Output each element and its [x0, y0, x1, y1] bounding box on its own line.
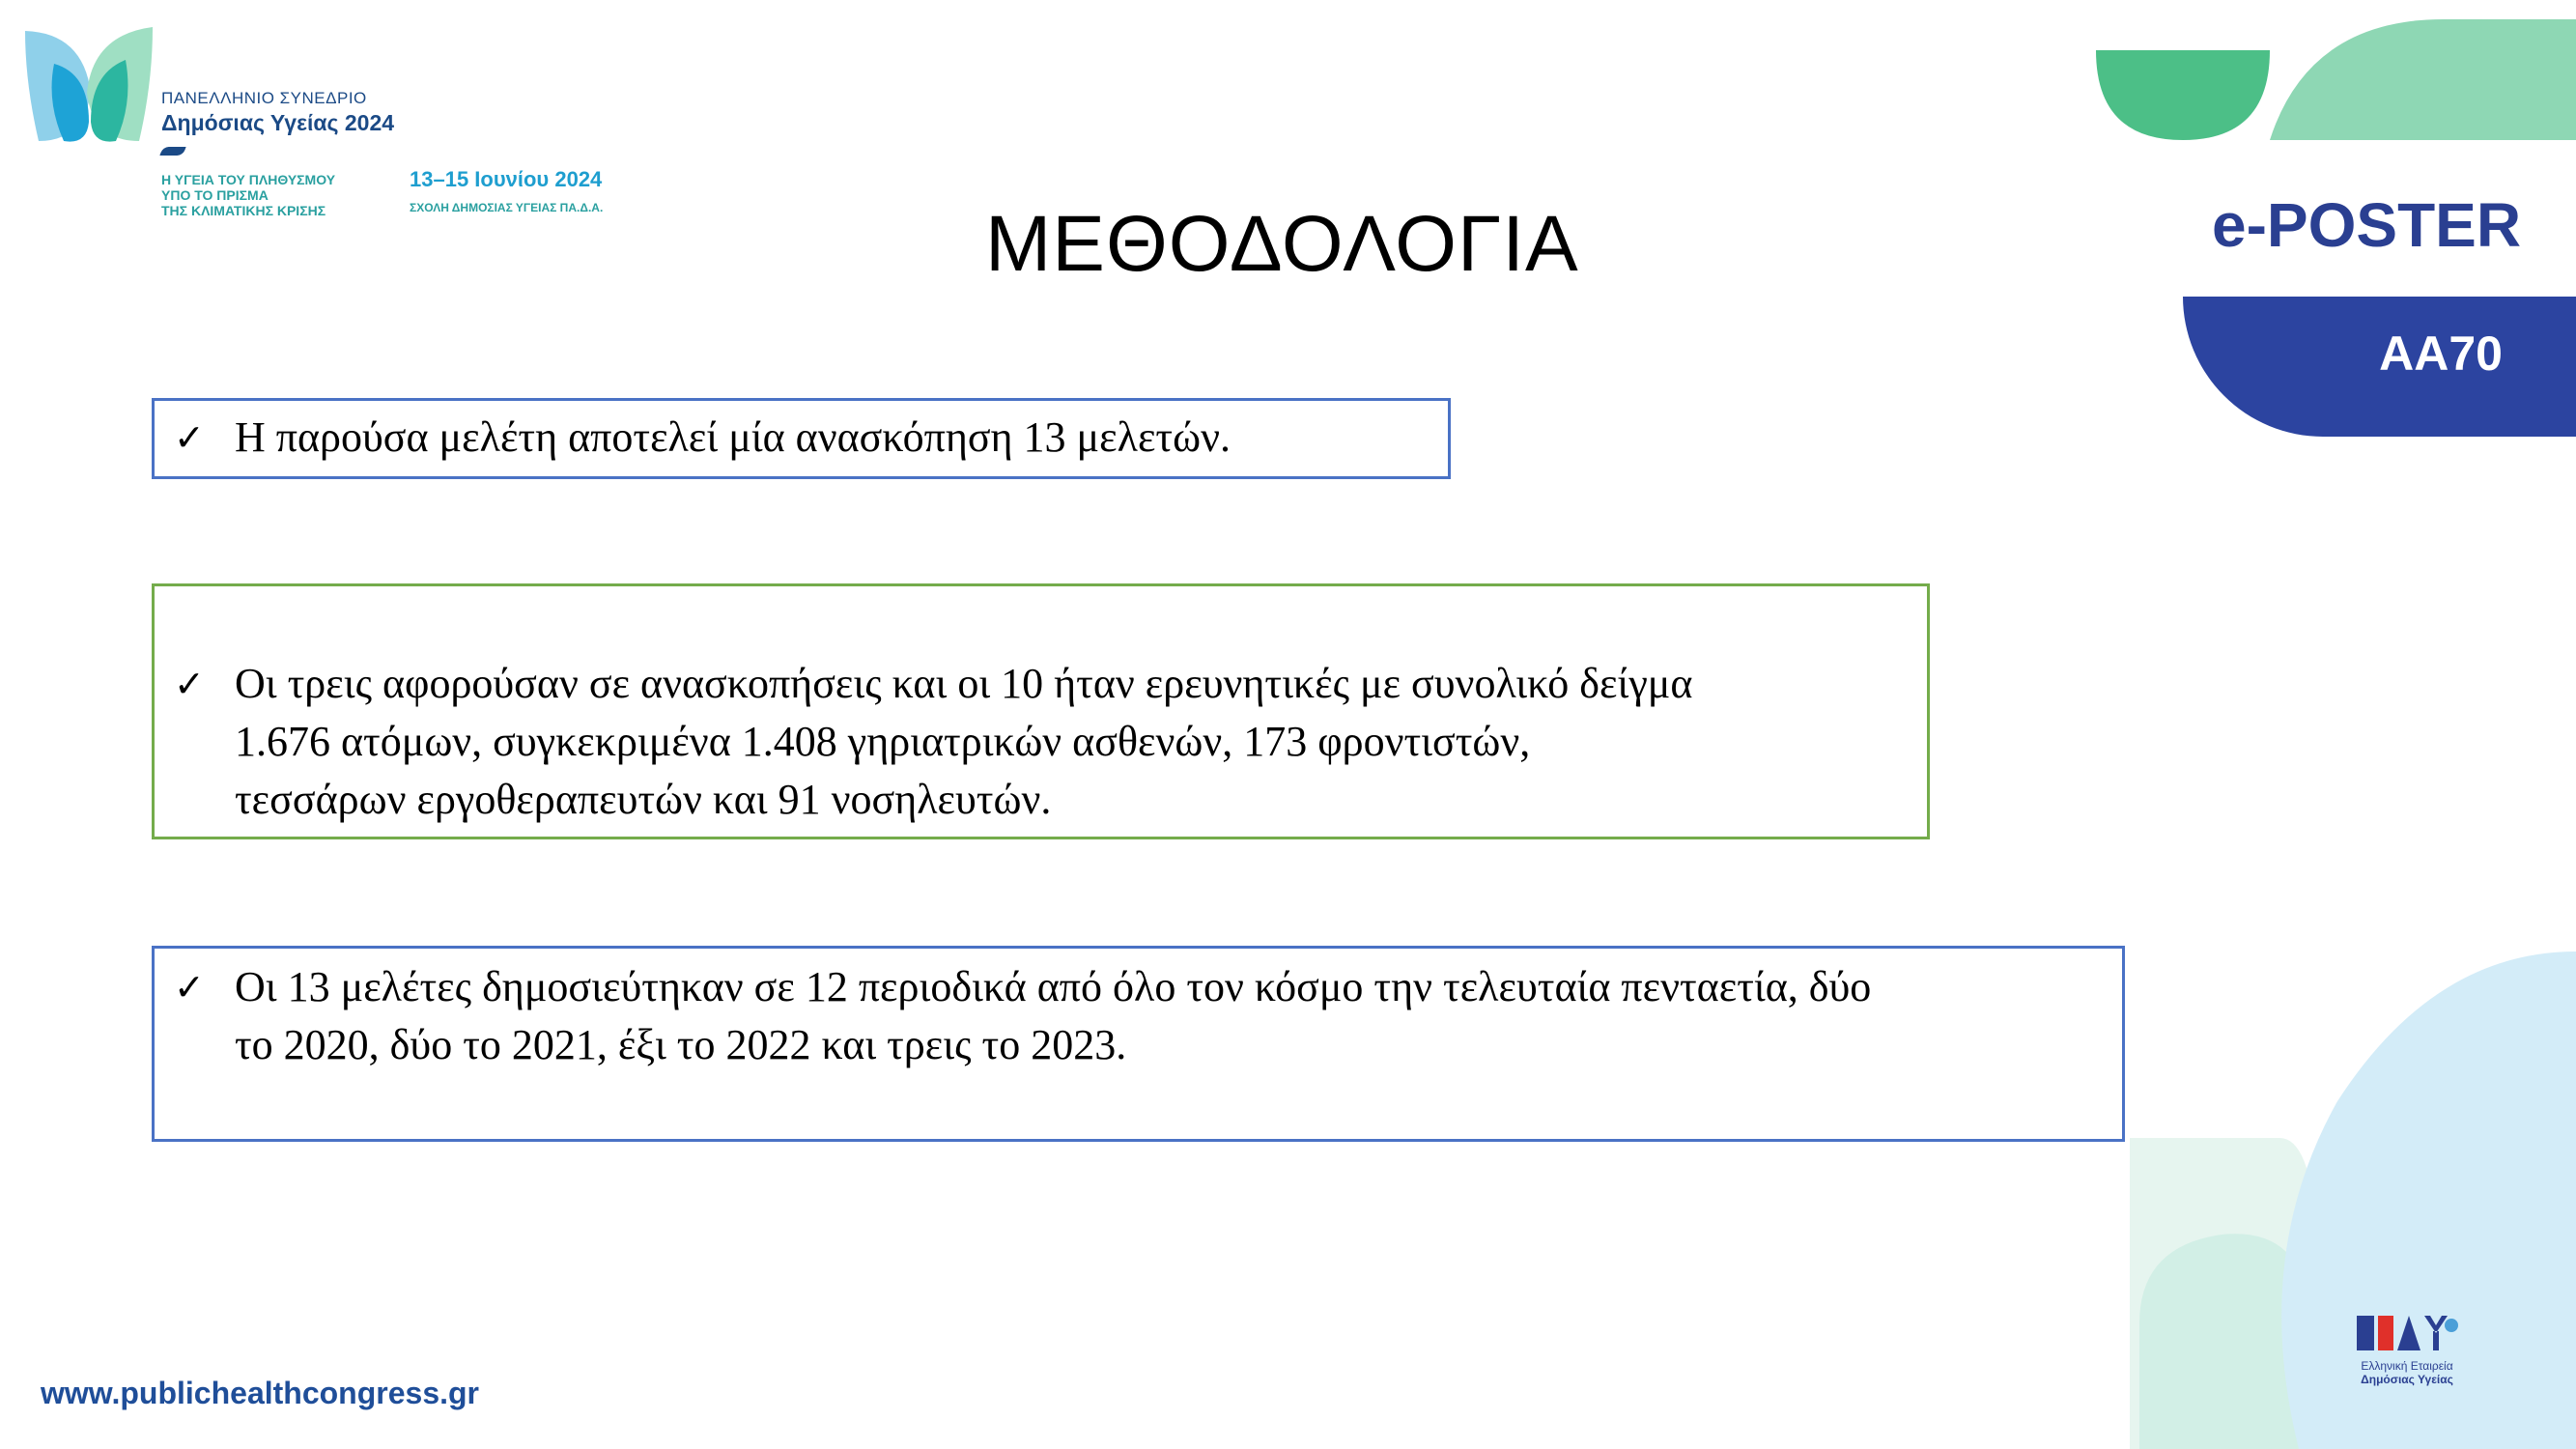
- website-link[interactable]: www.publichealthcongress.gr: [41, 1376, 479, 1410]
- society-name-line-1: Ελληνική Εταιρεία: [2361, 1359, 2453, 1373]
- bullet-text: [235, 958, 2115, 1074]
- eposter-label: e-POSTER: [2212, 190, 2522, 260]
- page-title: ΜΕΘΟΔΟΛΟΓΙΑ: [985, 200, 1579, 288]
- bullet-text-line-3: τεσσάρων εργοθεραπευτών και 91 νοσηλευτών.: [235, 776, 1052, 823]
- society-logo-icon: [2353, 1312, 2461, 1354]
- checkmark-icon: ✓: [174, 663, 205, 705]
- tagline-line-2: ΥΠΟ ΤΟ ΠΡΙΣΜΑ: [161, 187, 269, 203]
- society-name-line-2: Δημόσιας Υγείας: [2361, 1373, 2453, 1386]
- bullet-text-line-2: 1.676 ατόμων, συγκεκριμένα 1.408 γηριατρικών ασθενών, 173 φροντιστών,: [235, 718, 1531, 765]
- bullet-text-line-1: Οι τρεις αφορούσαν σε ανασκοπήσεις και οι 10 ήταν ερευνητικές με συνολικό δείγμα: [235, 660, 1693, 707]
- top-right-leaf-light: [2270, 19, 2576, 140]
- bullet-item-2: [174, 655, 1912, 829]
- bullet-item-3: [174, 958, 2115, 1074]
- congress-name: Δημόσιας Υγείας 2024: [161, 110, 395, 135]
- tagline-line-3: ΤΗΣ ΚΛΙΜΑΤΙΚΗΣ ΚΡΙΣΗΣ: [161, 203, 326, 218]
- checkmark-icon: ✓: [174, 966, 205, 1009]
- bullet-text-line-1: Οι 13 μελέτες δημοσιεύτηκαν σε 12 περιοδικά από όλο τον κόσμο την τελευταία πενταετία, δύο: [235, 963, 1872, 1010]
- bullet-text-line-2: το 2020, δύο το 2021, έξι το 2022 και τρεις το 2023.: [235, 1021, 1127, 1068]
- checkmark-icon: ✓: [174, 416, 205, 459]
- society-logo: [2353, 1312, 2461, 1386]
- poster-code: ΑΑ70: [2379, 327, 2503, 381]
- congress-dates: 13–15 Ιουνίου 2024: [410, 167, 603, 191]
- bullet-item-1: [174, 409, 1430, 467]
- tagline-line-1: Η ΥΓΕΙΑ ΤΟΥ ΠΛΗΘΥΣΜΟΥ: [161, 172, 336, 187]
- congress-label: ΠΑΝΕΛΛΗΝΙΟ ΣΥΝΕΔΡΙΟ: [161, 89, 367, 107]
- congress-tagline: [161, 172, 398, 218]
- bullet-text: Η παρούσα μελέτη αποτελεί μία ανασκόπηση 13 μελετών.: [235, 413, 1231, 461]
- congress-venue: ΣΧΟΛΗ ΔΗΜΟΣΙΑΣ ΥΓΕΙΑΣ ΠΑ.Δ.Α.: [410, 201, 604, 214]
- congress-logo-icon: [25, 25, 153, 147]
- top-right-leaf-dark: [2096, 50, 2270, 140]
- bullet-text: [235, 655, 1912, 829]
